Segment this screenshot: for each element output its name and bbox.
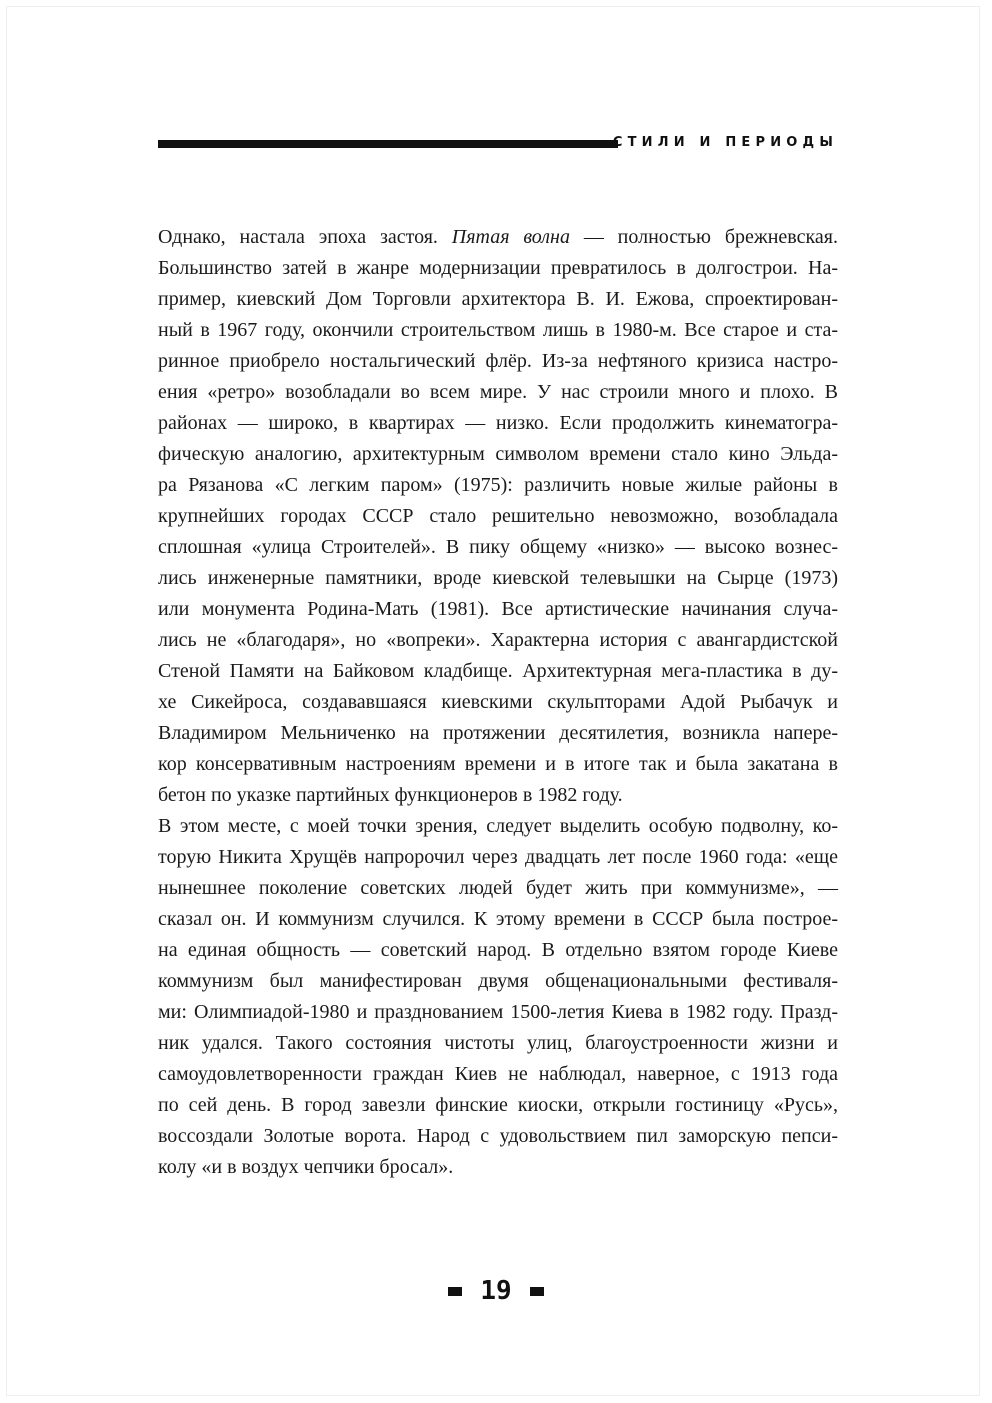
text-line: нынешнее поколение советских людей будет жить при коммунизме», — <box>158 877 838 899</box>
text-line: воссоздали Золотые ворота. Народ с удовольствием пил заморскую пепси- <box>158 1125 838 1147</box>
folio-bar-right <box>530 1287 544 1296</box>
text-line: по сей день. В город завезли финские киоски, открыли гостиницу «Русь», <box>158 1094 838 1116</box>
text-line: Владимиром Мельниченко на протяжении десятилетия, возникла напере- <box>158 722 838 744</box>
text-run: — полностью брежневская. <box>569 226 838 248</box>
section-title: СТИЛИ И ПЕРИОДЫ <box>612 135 838 150</box>
paragraph <box>158 222 838 811</box>
text-line: ми: Олимпиадой-1980 и празднованием 1500-летия Киева в 1982 году. Празд- <box>158 1001 838 1023</box>
text-line: Стеной Памяти на Байковом кладбище. Архитектурная мега-пластика в ду- <box>158 660 838 682</box>
text-line: самоудовлетворенности граждан Киев не наблюдал, наверное, с 1913 года <box>158 1063 838 1085</box>
text-line: лись инженерные памятники, вроде киевской телевышки на Сырце (1973) <box>158 567 838 589</box>
text-line: на единая общность — советский народ. В отдельно взятом городе Киеве <box>158 939 838 961</box>
header-rule <box>158 140 618 148</box>
running-header <box>158 136 838 152</box>
emphasis-text: Пятая волна <box>451 226 570 248</box>
text-line: кор консервативным настроениям времени и в итоге так и была закатана в <box>158 753 838 775</box>
paragraph <box>158 811 838 1183</box>
text-line: колу «и в воздух чепчики бросал». <box>158 1156 454 1178</box>
text-run: Однако, настала эпоха застоя. <box>158 226 452 248</box>
text-line: лись не «благодаря», но «вопреки». Характерна история с авангардистской <box>158 629 838 651</box>
text-line <box>158 222 838 253</box>
text-line: сказал он. И коммунизм случился. К этому времени в СССР была построе- <box>158 908 838 930</box>
text-line: ра Рязанова «С легким паром» (1975): различить новые жилые районы в <box>158 474 838 496</box>
text-line: сплошная «улица Строителей». В пику общему «низко» — высоко вознес- <box>158 536 838 558</box>
text-line: ринное приобрело ностальгический флёр. Из-за нефтяного кризиса настро- <box>158 350 838 372</box>
text-line: хе Сикейроса, создававшаяся киевскими скульпторами Адой Рыбачук и <box>158 691 838 713</box>
body-text <box>158 222 838 1183</box>
folio-bar-left <box>448 1287 462 1296</box>
text-line: крупнейших городах СССР стало решительно невозможно, возобладала <box>158 505 838 527</box>
text-line: фическую аналогию, архитектурным символом времени стало кино Эльда- <box>158 443 838 465</box>
page-footer <box>0 1276 992 1306</box>
page-number: 19 <box>480 1276 512 1306</box>
text-line: коммунизм был манифестирован двумя общенациональными фестиваля- <box>158 970 838 992</box>
text-line: районах — широко, в квартирах — низко. Если продолжить кинематогра- <box>158 412 838 434</box>
text-line: или монумента Родина-Мать (1981). Все артистические начинания случа- <box>158 598 838 620</box>
text-line: пример, киевский Дом Торговли архитектора В. И. Ежова, спроектирован- <box>158 288 838 310</box>
text-line: бетон по указке партийных функционеров в 1982 году. <box>158 784 623 806</box>
text-line: Большинство затей в жанре модернизации превратилось в долгострои. На- <box>158 257 838 279</box>
text-line: ения «ретро» возобладали во всем мире. У нас строили много и плохо. В <box>158 381 838 403</box>
text-line: ник удался. Такого состояния чистоты улиц, благоустроенности жизни и <box>158 1032 838 1054</box>
text-line: В этом месте, с моей точки зрения, следует выделить особую подволну, ко- <box>158 815 838 837</box>
text-line: ный в 1967 году, окончили строительством лишь в 1980-м. Все старое и ста- <box>158 319 838 341</box>
text-line: торую Никита Хрущёв напророчил через двадцать лет после 1960 года: «еще <box>158 846 838 868</box>
